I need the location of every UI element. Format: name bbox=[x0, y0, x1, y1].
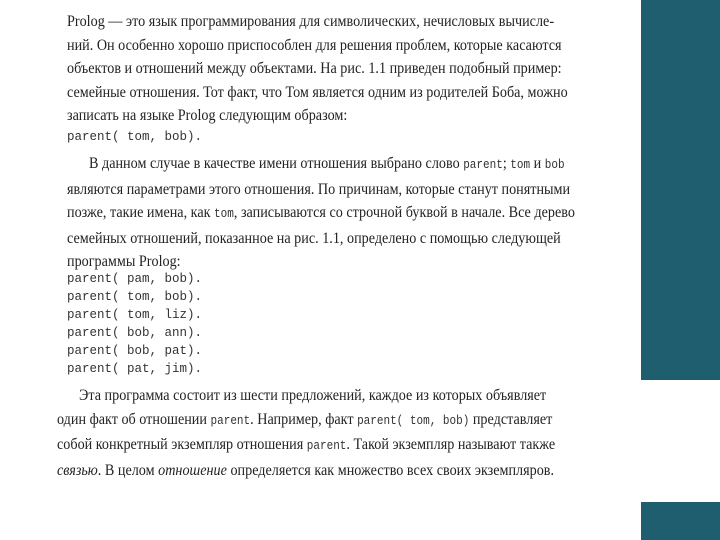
text-line: объектов и отношений между объектами. На рис. 1.1 приведен подобный пример: bbox=[67, 60, 562, 77]
code-example-single bbox=[67, 128, 202, 146]
text-line: записать на языке Prolog следующим образом: bbox=[67, 107, 348, 124]
text-line: Эта программа состоит из шести предложений, каждое из которых объявляет bbox=[79, 387, 547, 404]
text-line: один факт об отношении parent. Например, факт parent( tom, bob) представляет bbox=[57, 410, 553, 428]
text-line: семейные отношения. Тот факт, что Том является одним из родителей Боба, можно bbox=[67, 83, 568, 101]
text-line: связью. В целом отношение определяется как множество всех своих экземпляров. bbox=[57, 461, 555, 479]
code-line: parent( pam, bob). bbox=[67, 272, 203, 286]
text-line: собой конкретный экземпляр отношения parent. Такой экземпляр называют также bbox=[57, 436, 556, 453]
code-line: parent( tom, bob). bbox=[67, 290, 203, 305]
text-line: позже, такие имена, как tom, записываются со строчной буквой в начале. Все дерево bbox=[67, 204, 575, 221]
text-line: являются параметрами этого отношения. По причинам, которые станут понятными bbox=[67, 180, 571, 198]
text-line: ний. Он особенно хорошо приспособлен для решения проблем, которые касаются bbox=[67, 36, 562, 54]
code-line: parent( tom, liz). bbox=[67, 308, 203, 323]
code-line: parent( bob, pat). bbox=[67, 344, 203, 359]
code-line: parent( pat, jim). bbox=[67, 362, 203, 377]
code-example-program bbox=[67, 270, 202, 379]
decorative-bar-top bbox=[641, 0, 720, 380]
code-line: parent( bob, ann). bbox=[67, 326, 203, 341]
paragraph-summary bbox=[57, 384, 704, 482]
text-line: В данном случае в качестве имени отношения выбрано слово parent; tom и bob bbox=[89, 155, 565, 172]
code-line: parent( tom, bob). bbox=[67, 130, 203, 144]
text-line: Prolog — это язык программирования для символических, нечисловых вычисле- bbox=[67, 13, 555, 30]
text-line: семейных отношений, показанное на рис. 1.1, определено с помощью следующей bbox=[67, 229, 561, 247]
decorative-bar-bottom bbox=[641, 502, 720, 540]
text-line: программы Prolog: bbox=[67, 253, 181, 270]
paragraph-intro bbox=[67, 10, 639, 128]
paragraph-explanation bbox=[67, 152, 639, 274]
decorative-divider bbox=[641, 380, 720, 383]
